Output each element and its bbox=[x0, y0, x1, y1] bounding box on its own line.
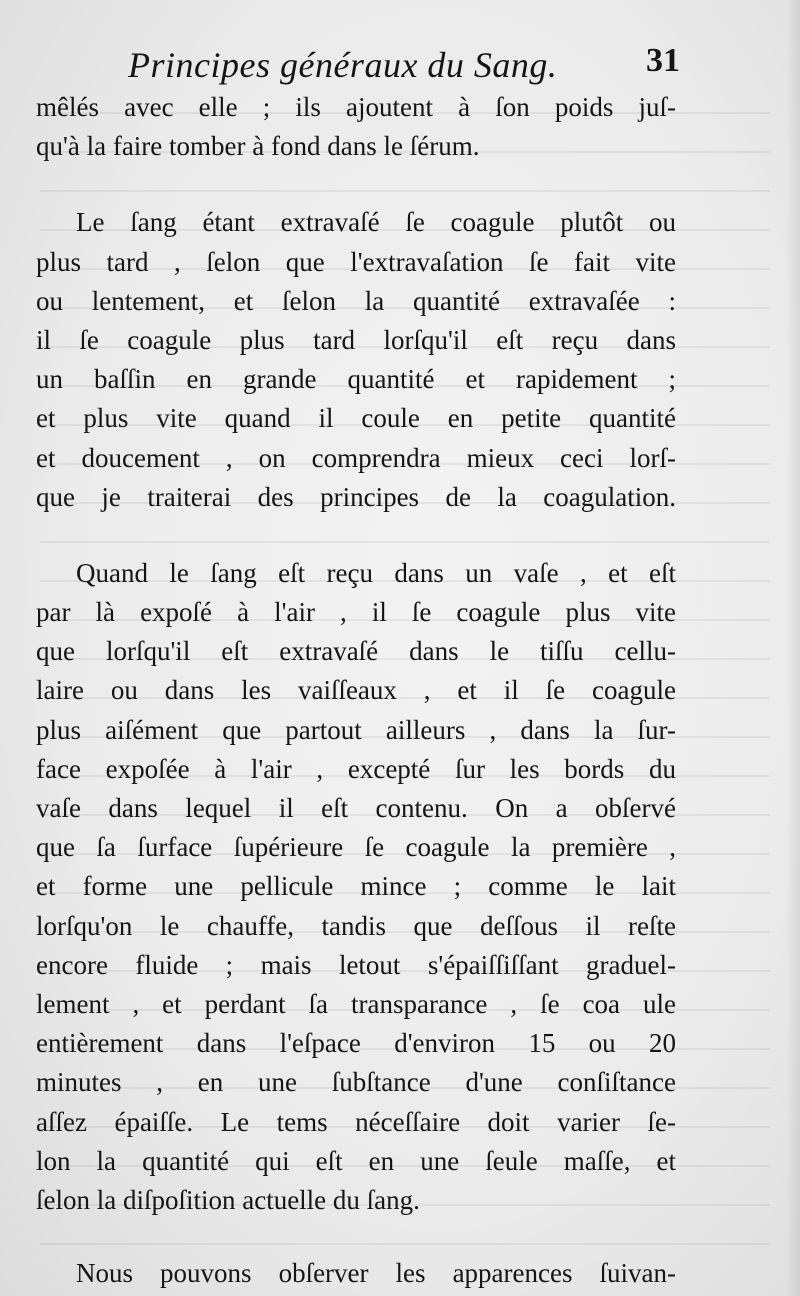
running-title: Principes généraux du Sang. bbox=[128, 45, 558, 85]
text-line: Nous pouvons obſerver les apparences ſuivan- bbox=[76, 1258, 676, 1289]
text-line: plus aiſément que partout ailleurs , dans la ſur- bbox=[36, 714, 676, 745]
text-line: par là expoſé à l'air , il ſe coagule plus vite bbox=[36, 597, 676, 628]
text-line: plus tard , ſelon que l'extravaſation ſe fait vite bbox=[36, 246, 676, 277]
text-line: et forme une pellicule mince ; comme le lait bbox=[36, 871, 676, 902]
text-line: entièrement dans l'eſpace d'environ 15 ou 20 bbox=[36, 1028, 676, 1059]
page-edge-shadow bbox=[786, 0, 800, 1296]
text-line: que je traiterai des principes de la coagulation. bbox=[36, 481, 676, 512]
page-header bbox=[120, 38, 680, 94]
text-line: lon la quantité qui eſt en une ſeule maſſe, et bbox=[36, 1145, 676, 1176]
paragraph-continuation bbox=[36, 88, 676, 166]
text-line: Le ſang étant extravaſé ſe coagule plutôt ou bbox=[76, 207, 676, 238]
text-line: lement , et perdant ſa transparance , ſe coa ule bbox=[36, 988, 676, 1019]
text-line: Quand le ſang eſt reçu dans un vaſe , et eſt bbox=[76, 557, 676, 588]
text-line: face expoſée à l'air , excepté ſur les bords du bbox=[36, 753, 676, 784]
text-line: que lorſqu'il eſt extravaſé dans le tiſſu cellu- bbox=[36, 636, 676, 667]
text-line: mêlés avec elle ; ils ajoutent à ſon poids juſ- bbox=[36, 92, 676, 122]
text-line: il ſe coagule plus tard lorſqu'il eſt reçu dans bbox=[36, 324, 676, 355]
body-text bbox=[36, 88, 676, 1293]
text-line: encore fluide ; mais letout s'épaiſſiſſant graduel- bbox=[36, 949, 676, 980]
text-line: que ſa ſurface ſupérieure ſe coagule la première , bbox=[36, 832, 676, 863]
text-line: qu'à la faire tomber à fond dans le ſérum. bbox=[36, 131, 480, 162]
text-line: et plus vite quand il coule en petite quantité bbox=[36, 403, 676, 434]
text-line: ſelon la diſpoſition actuelle du ſang. bbox=[36, 1184, 420, 1215]
paragraph-extravasation bbox=[36, 203, 676, 517]
text-line: vaſe dans lequel il eſt contenu. On a obſervé bbox=[36, 793, 676, 823]
page-number: 31 bbox=[646, 42, 680, 79]
paragraph-vessel-coagulation bbox=[36, 554, 676, 1220]
paragraph-appearances bbox=[36, 1254, 676, 1293]
text-line: et doucement , on comprendra mieux ceci lorſ- bbox=[36, 442, 676, 473]
text-line: ou lentement, et ſelon la quantité extravaſée : bbox=[36, 285, 676, 316]
text-line: lorſqu'on le chauffe, tandis que deſſous il reſte bbox=[36, 910, 676, 941]
text-line: un baſſin en grande quantité et rapidement ; bbox=[36, 364, 676, 395]
text-line: minutes , en une ſubſtance d'une conſiſtance bbox=[36, 1067, 676, 1098]
text-line: aſſez épaiſſe. Le tems néceſſaire doit varier ſe- bbox=[36, 1106, 676, 1137]
text-line: laire ou dans les vaiſſeaux , et il ſe coagule bbox=[36, 675, 676, 706]
